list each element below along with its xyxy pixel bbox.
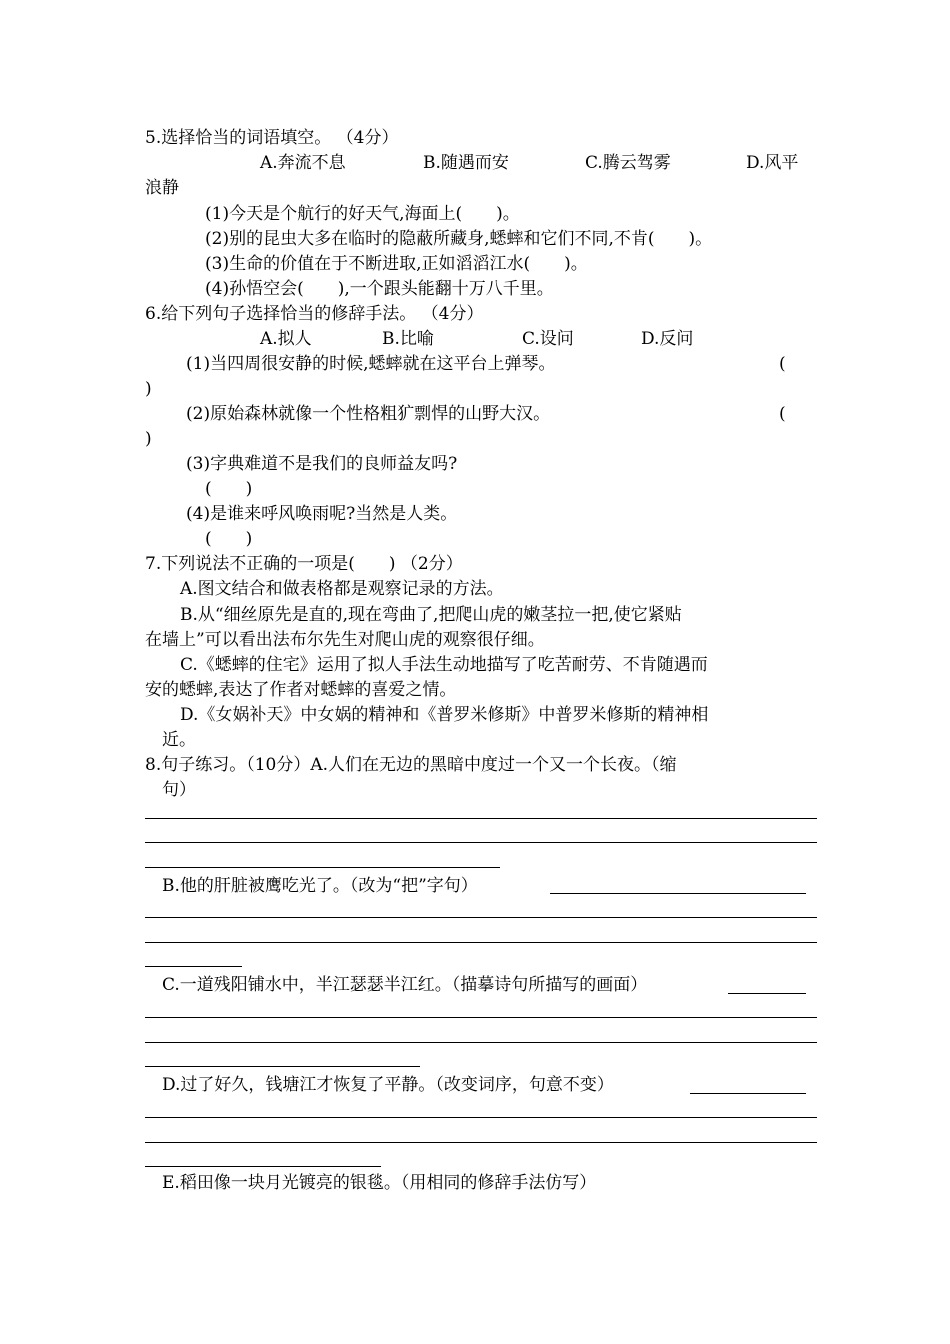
q7-option-c-line1: C.《蟋蟀的住宅》运用了拟人手法生动地描写了吃苦耐劳、不肯随遇而 [180, 655, 708, 675]
q5-option-b: B.随遇而安 [423, 153, 509, 173]
answer-line [145, 1017, 817, 1018]
q6-option-d: D.反问 [641, 329, 694, 349]
answer-line [690, 1093, 806, 1094]
q6-item-4: (4)是谁来呼风唤雨呢?当然是人类。 [186, 504, 458, 524]
q7-option-a: A.图文结合和做表格都是观察记录的方法。 [180, 579, 504, 599]
q5-option-d: D.风平 [746, 153, 799, 173]
answer-line [145, 917, 817, 918]
q5-item-4: (4)孙悟空会( ),一个跟头能翻十万八千里。 [205, 279, 554, 299]
q8-title-line1: 8.句子练习。（10分）A.人们在无边的黑暗中度过一个又一个长夜。（缩 [145, 755, 677, 775]
answer-line [145, 1042, 817, 1043]
q5-item-1: (1)今天是个航行的好天气,海面上( )。 [205, 204, 520, 224]
q8-title-line2: 句） [162, 780, 196, 800]
answer-line [145, 842, 817, 843]
q7-option-b-line2: 在墙上”可以看出法布尔先生对爬山虎的观察很仔细。 [145, 630, 545, 650]
answer-line [145, 818, 817, 819]
q5-title: 5.选择恰当的词语填空。 （4分） [145, 128, 399, 148]
q6-item-3-answer: ( ) [205, 479, 253, 499]
q5-option-a: A.奔流不息 [260, 153, 346, 173]
q5-option-c: C.腾云驾雾 [585, 153, 671, 173]
q8-part-b: B.他的肝脏被鹰吃光了。（改为“把”字句） [162, 876, 478, 896]
q7-option-d-line1: D.《女娲补天》中女娲的精神和《普罗米修斯》中普罗米修斯的精神相 [180, 705, 709, 725]
q5-item-3: (3)生命的价值在于不断进取,正如滔滔江水( )。 [205, 254, 588, 274]
answer-line [145, 942, 817, 943]
q6-title: 6.给下列句子选择恰当的修辞手法。 （4分） [145, 304, 484, 324]
q6-item-1: (1)当四周很安静的时候,蟋蟀就在这平台上弹琴。 [186, 354, 556, 374]
q7-option-c-line2: 安的蟋蟀,表达了作者对蟋蟀的喜爱之情。 [145, 680, 457, 700]
q8-part-d: D.过了好久，钱塘江才恢复了平静。（改变词序，句意不变） [162, 1075, 614, 1095]
q6-item-2-open: ( [779, 404, 786, 424]
q7-option-d-line2: 近。 [162, 730, 196, 750]
answer-line [145, 966, 242, 967]
q6-option-a: A.拟人 [260, 329, 312, 349]
q5-option-wrap: 浪静 [145, 178, 179, 198]
answer-line [728, 993, 806, 994]
q6-option-c: C.设问 [522, 329, 574, 349]
q6-item-4-answer: ( ) [205, 529, 253, 549]
answer-line [550, 893, 806, 894]
answer-line [145, 1166, 381, 1167]
q6-item-3: (3)字典难道不是我们的良师益友吗? [186, 454, 458, 474]
answer-line [145, 1117, 817, 1118]
q7-title: 7.下列说法不正确的一项是( ) （2分） [145, 554, 463, 574]
q8-part-c: C.一道残阳铺水中，半江瑟瑟半江红。（描摹诗句所描写的画面） [162, 975, 648, 995]
q7-option-b-line1: B.从“细丝原先是直的,现在弯曲了,把爬山虎的嫩茎拉一把,使它紧贴 [180, 605, 682, 625]
q5-item-2: (2)别的昆虫大多在临时的隐蔽所藏身,蟋蟀和它们不同,不肯( )。 [205, 229, 713, 249]
answer-line [145, 1142, 817, 1143]
q6-item-2-close: ) [145, 429, 152, 449]
q6-item-2: (2)原始森林就像一个性格粗犷剽悍的山野大汉。 [186, 404, 551, 424]
q6-item-1-close: ) [145, 379, 152, 399]
answer-line [145, 1066, 420, 1067]
q6-option-b: B.比喻 [382, 329, 434, 349]
q8-part-e: E.稻田像一块月光镀亮的银毯。（用相同的修辞手法仿写） [162, 1173, 597, 1193]
answer-line [145, 867, 500, 868]
q6-item-1-open: ( [779, 354, 786, 374]
